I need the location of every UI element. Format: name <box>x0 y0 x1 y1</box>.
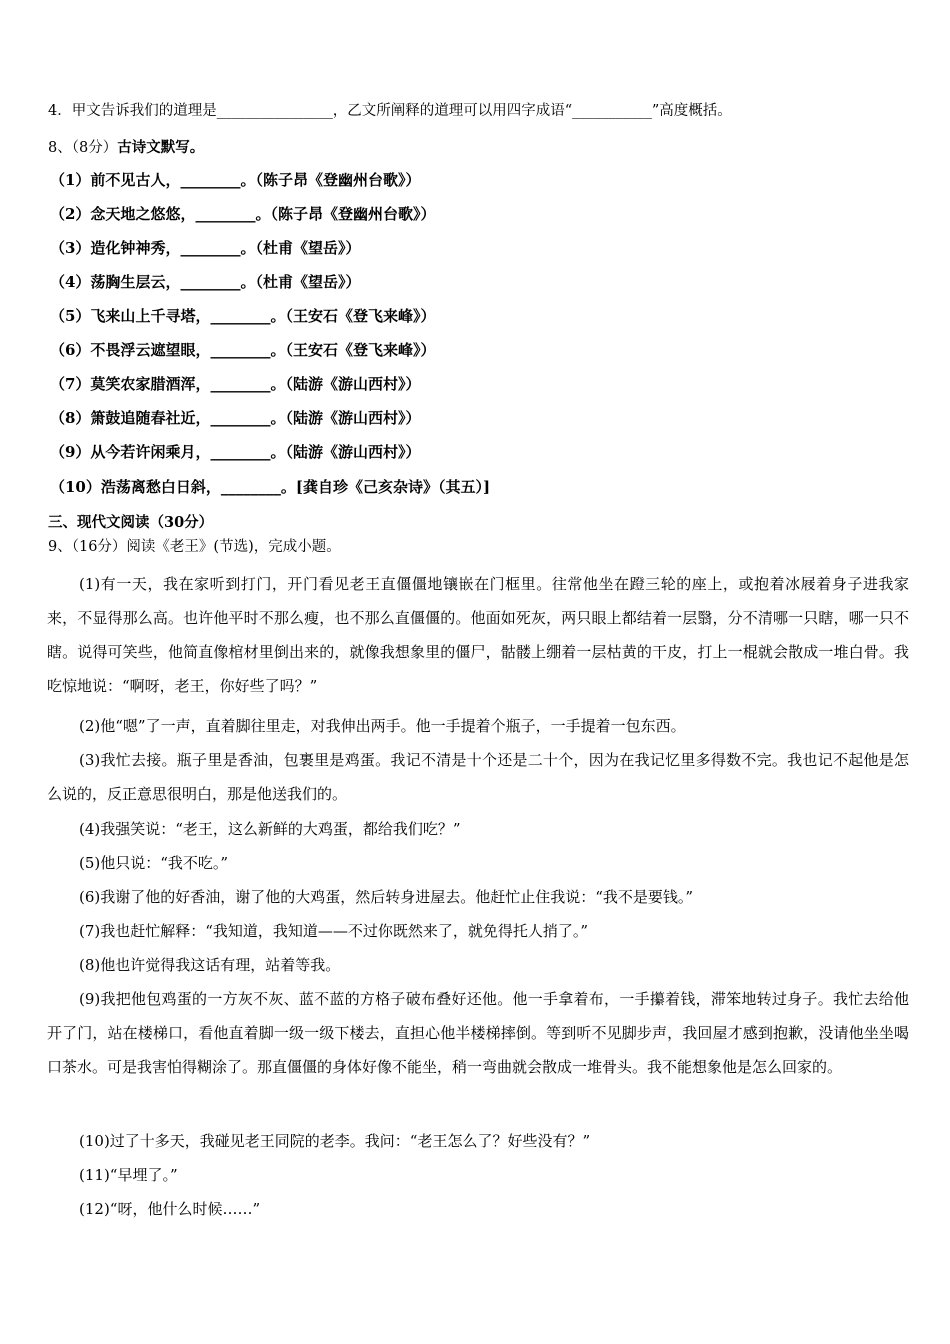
poem-line: （3）造化钟神秀，________。（杜甫《望岳》） <box>50 239 361 257</box>
poem-line: （2）念天地之悠悠，________。（陈子昂《登幽州台歌》） <box>50 205 436 223</box>
question-8-prefix: 8、（8分） <box>48 140 118 156</box>
paragraph-10: (10)过了十多天，我碰见老王同院的老李。我问：“老王怎么了？好些没有？” <box>79 1132 591 1150</box>
paragraph-8: (8)他也许觉得我这话有理，站着等我。 <box>79 956 341 974</box>
question-8-header <box>48 138 204 158</box>
poem-line: （5）飞来山上千寻塔，________。（王安石《登飞来峰》） <box>50 307 436 325</box>
poem-line: （4）荡胸生层云，________。（杜甫《望岳》） <box>50 273 361 291</box>
poem-line: （9）从今若许闲乘月，________。（陆游《游山西村》） <box>50 443 421 461</box>
poem-line: （8）箫鼓追随春社近，________。（陆游《游山西村》） <box>50 409 421 427</box>
paragraph-3: (3)我忙去接。瓶子里是香油，包裹里是鸡蛋。我记不清是十个还是二十个，因为在我记忆里多得数不完。我也记不起他是怎么说的，反正意思很明白，那是他送我们的。 <box>47 751 909 803</box>
paragraph-5: (5)他只说：“我不吃。” <box>79 854 229 872</box>
paragraph-6: (6)我谢了他的好香油，谢了他的大鸡蛋，然后转身进屋去。他赶忙止住我说：“我不是要钱。” <box>79 888 694 906</box>
paragraph-9: (9)我把他包鸡蛋的一方灰不灰、蓝不蓝的方格子破布叠好还他。他一手拿着布，一手攥着钱，滞笨地转过身子。我忙去给他开了门，站在楼梯口，看他直着脚一级一级下楼去，直担心他半楼梯摔倒。等到听不见脚步声，我回屋才感到抱歉，没请他坐坐喝口茶水。可是我害怕得糊涂了。那直僵僵的身体好像不能坐，稍一弯曲就会散成一堆骨头。我不能想象他是怎么回家的。 <box>47 990 909 1076</box>
paragraph-12: (12)“呀，他什么时候……” <box>79 1200 261 1218</box>
question-8-title: 古诗文默写。 <box>117 139 205 156</box>
question-4: 4．甲文告诉我们的道理是________________，乙文所阐释的道理可以用四字成语“___________”高度概括。 <box>48 103 732 119</box>
paragraph-4: (4)我强笑说：“老王，这么新鲜的大鸡蛋，都给我们吃？” <box>79 820 461 838</box>
paragraph-2: (2)他“嗯”了一声，直着脚往里走，对我伸出两手。他一手提着个瓶子，一手提着一包东西。 <box>79 717 686 735</box>
question-9: 9、（16分）阅读《老王》(节选)，完成小题。 <box>48 539 341 555</box>
poem-line: （1）前不见古人，________。（陈子昂《登幽州台歌》） <box>50 171 421 189</box>
poem-line: （7）莫笑农家腊酒浑，________。（陆游《游山西村》） <box>50 375 421 393</box>
poem-line: （6）不畏浮云遮望眼，________。（王安石《登飞来峰》） <box>50 341 436 359</box>
paragraph-7: (7)我也赶忙解释：“我知道，我知道——不过你既然来了，就免得托人捎了。” <box>79 922 589 940</box>
poem-line: （10）浩荡离愁白日斜，________。[龚自珍《己亥杂诗》（其五）] <box>50 478 491 496</box>
paragraph-1: (1)有一天，我在家听到打门，开门看见老王直僵僵地镶嵌在门框里。往常他坐在蹬三轮的座上，或抱着冰屐着身子进我家来，不显得那么高。也许他平时不那么瘦，也不那么直僵僵的。他面如死灰，两只眼上都结着一层翳，分不清哪一只瞎，哪一只不瞎。说得可笑些，他简直像棺材里倒出来的，就像我想象里的僵尸，骷髅上绷着一层枯黄的干皮，打上一棍就会散成一堆白骨。我吃惊地说：“啊呀，老王，你好些了吗？” <box>47 575 909 695</box>
paragraph-11: (11)“早埋了。” <box>79 1166 178 1184</box>
section-3-heading: 三、现代文阅读（30分） <box>48 514 214 531</box>
